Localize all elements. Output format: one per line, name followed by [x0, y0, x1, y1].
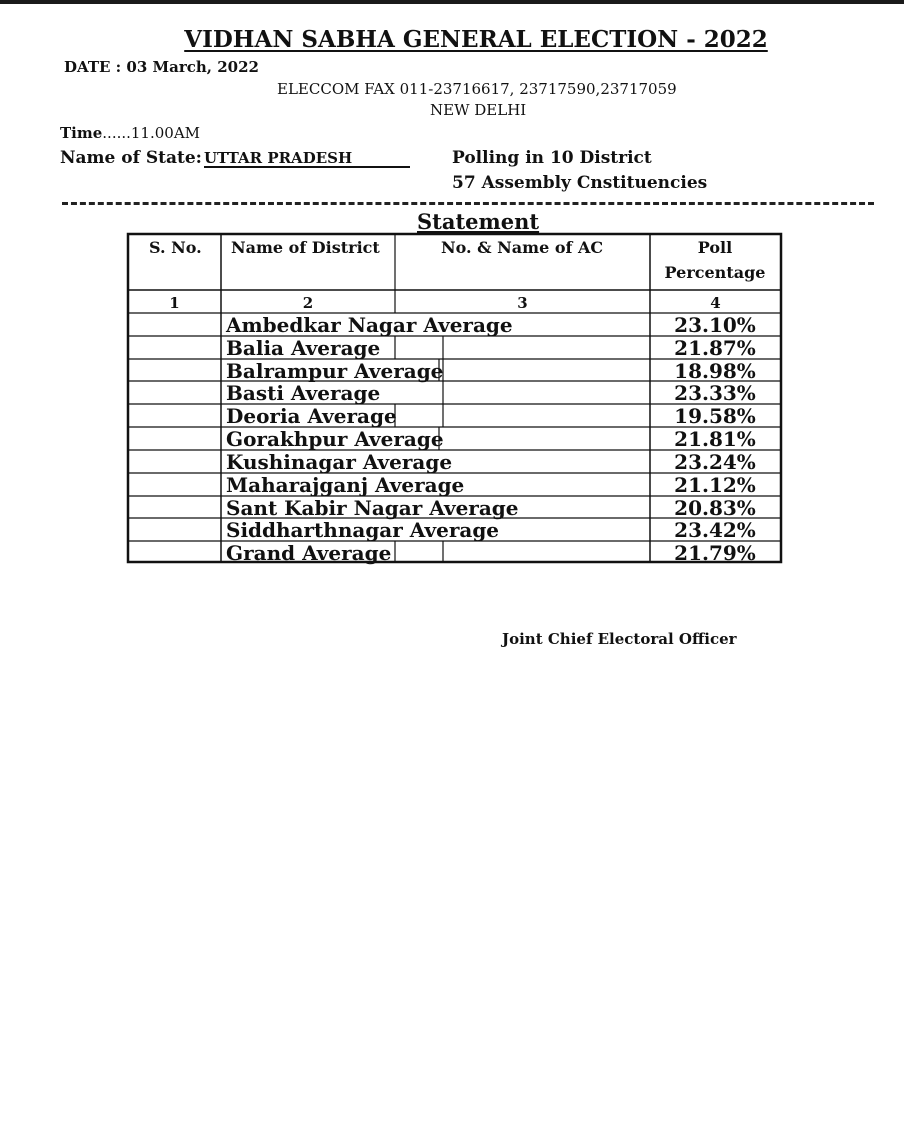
header-ac: No. & Name of AC: [441, 238, 604, 257]
grand-average-percentage: 21.79%: [674, 541, 756, 565]
dashed-divider: [62, 202, 874, 205]
poll-percentage: 19.58%: [674, 404, 756, 428]
time-label: Time: [60, 124, 103, 142]
district-name: Kushinagar Average: [226, 450, 453, 474]
top-border: [0, 0, 904, 4]
poll-percentage: 23.24%: [674, 450, 756, 474]
document-title: VIDHAN SABHA GENERAL ELECTION - 2022: [184, 26, 768, 53]
poll-percentage: 18.98%: [674, 359, 756, 383]
header-poll: Poll: [697, 238, 733, 257]
polling-districts: Polling in 10 District: [452, 148, 652, 168]
district-name: Sant Kabir Nagar Average: [226, 496, 519, 520]
column-number-4: 4: [710, 294, 721, 312]
poll-percentage: 21.87%: [674, 336, 756, 360]
statement-title: Statement: [417, 209, 540, 234]
header-district: Name of District: [231, 238, 380, 257]
poll-percentage: 21.12%: [674, 473, 756, 497]
state-value: UTTAR PRADESH: [204, 151, 410, 168]
district-name: Balia Average: [226, 336, 381, 360]
district-name: Basti Average: [226, 381, 381, 405]
district-name: Deoria Average: [226, 404, 397, 428]
report-time: [60, 124, 200, 142]
district-name: Siddharthnagar Average: [226, 518, 500, 542]
grand-average-label: Grand Average: [226, 541, 392, 565]
district-name: Ambedkar Nagar Average: [226, 313, 513, 337]
state-label: Name of State:: [60, 148, 202, 168]
poll-percentage: 23.10%: [674, 313, 756, 337]
poll-percentage: 21.81%: [674, 427, 756, 451]
header-sno: S. No.: [149, 238, 202, 257]
poll-percentage: 23.33%: [674, 381, 756, 405]
poll-percentage: 23.42%: [674, 518, 756, 542]
district-name: Maharajganj Average: [226, 473, 465, 497]
district-name: Gorakhpur Average: [226, 427, 444, 451]
state-row: [60, 148, 410, 168]
poll-percentage: 20.83%: [674, 496, 756, 520]
column-number-2: 2: [302, 294, 314, 312]
time-value: ......11.00AM: [102, 124, 201, 142]
report-date: DATE : 03 March, 2022: [64, 58, 259, 76]
header-percentage: Percentage: [664, 263, 766, 282]
polling-constituencies: 57 Assembly Cnstituencies: [452, 173, 708, 193]
column-number-3: 3: [517, 294, 528, 312]
district-name: Balrampur Average: [226, 359, 444, 383]
fax-numbers: ELECCOM FAX 011-23716617, 23717590,23717059: [277, 80, 677, 98]
city-name: NEW DELHI: [430, 101, 527, 119]
signatory: Joint Chief Electoral Officer: [502, 630, 737, 648]
column-number-1: 1: [169, 294, 180, 312]
